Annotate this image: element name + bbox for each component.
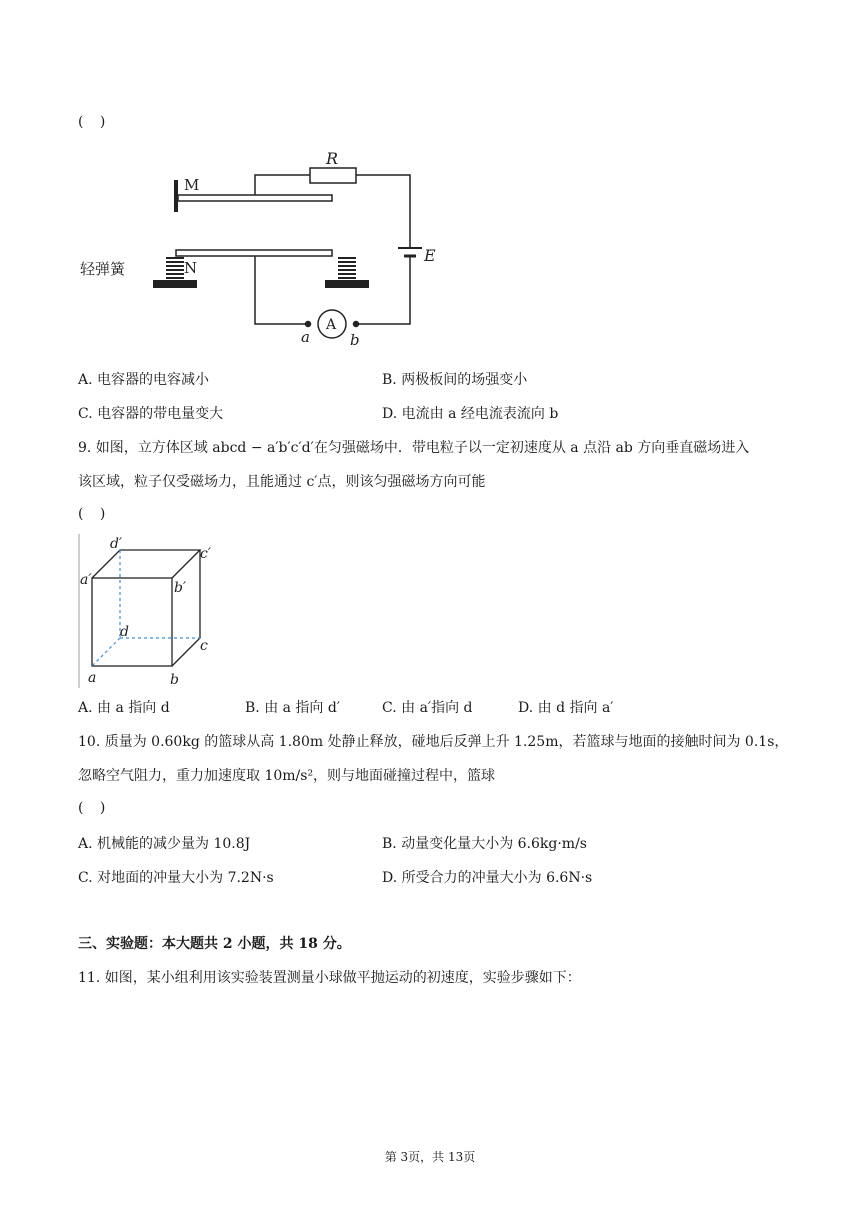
q8-option-d: D. 电流由 a 经电流表流向 b: [382, 406, 559, 422]
q9-stem-line2: 该区域，粒子仅受磁场力，且能通过 c′点，则该匀强磁场方向可能: [78, 474, 486, 490]
label-r: R: [326, 149, 339, 168]
resistor-r: [310, 168, 356, 183]
q9-option-c: C. 由 a′指向 d: [382, 700, 473, 716]
q10-option-d: D. 所受合力的冲量大小为 6.6N·s: [382, 870, 593, 886]
q9-option-d: D. 由 d 指向 a′: [518, 700, 614, 716]
q8-option-b: B. 两极板间的场强变小: [382, 372, 528, 388]
label-ammeter: A: [326, 317, 337, 333]
label-a-prime: a′: [80, 572, 92, 588]
q10-stem-line2: 忽略空气阻力，重力加速度取 10m/s²，则与地面碰撞过程中，篮球: [78, 768, 496, 784]
label-e: E: [424, 246, 436, 265]
q9-answer-paren: ( ): [78, 506, 112, 522]
section-heading: 三、实验题：本大题共 2 小题，共 18 分。: [78, 936, 351, 952]
label-c-prime: c′: [200, 546, 212, 562]
label-b-prime: b′: [174, 580, 187, 596]
page-footer: 第 3页，共 13页: [384, 1150, 476, 1164]
q10-option-a: A. 机械能的减少量为 10.8J: [78, 836, 251, 852]
label-c: c: [200, 638, 208, 654]
plate-n: [176, 250, 332, 256]
plate-m: [178, 195, 332, 201]
label-b: b: [350, 331, 360, 349]
q10-option-b: B. 动量变化量大小为 6.6kg·m/s: [382, 836, 587, 852]
spring-right: [326, 258, 368, 287]
label-n: N: [184, 259, 198, 277]
q10-answer-paren: ( ): [78, 800, 112, 816]
q10-option-c: C. 对地面的冲量大小为 7.2N·s: [78, 870, 274, 886]
label-d-prime: d′: [110, 536, 123, 552]
label-a: a: [88, 670, 97, 686]
q10-stem-line1: 10. 质量为 0.60kg 的篮球从高 1.80m 处静止释放，碰地后反弹上升 1.25m，若篮球与地面的接触时间为 0.1s，: [78, 734, 789, 750]
q9-option-a: A. 由 a 指向 d: [78, 700, 170, 716]
q11-stem-line1: 11. 如图，某小组利用该实验装置测量小球做平抛运动的初速度，实验步骤如下：: [78, 970, 581, 986]
q8-circuit-diagram: [80, 140, 460, 352]
q8-option-c: C. 电容器的带电量变大: [78, 406, 224, 422]
label-a: a: [301, 328, 310, 346]
q9-option-b: B. 由 a 指向 d′: [245, 700, 341, 716]
q9-stem-line1: 9. 如图，立方体区域 abcd − a′b′c′d′在匀强磁场中．带电粒子以一定初速度从 a 点沿 ab 方向垂直磁场进入: [78, 440, 750, 456]
q8-answer-paren: ( ): [78, 114, 112, 130]
label-b: b: [170, 672, 179, 688]
q9-cube-diagram: [80, 534, 220, 688]
q8-option-a: A. 电容器的电容减小: [78, 372, 210, 388]
cube-hidden-edges: [92, 550, 200, 666]
label-d: d: [120, 624, 129, 640]
label-m: M: [184, 176, 200, 194]
label-spring: 轻弹簧: [80, 260, 126, 278]
